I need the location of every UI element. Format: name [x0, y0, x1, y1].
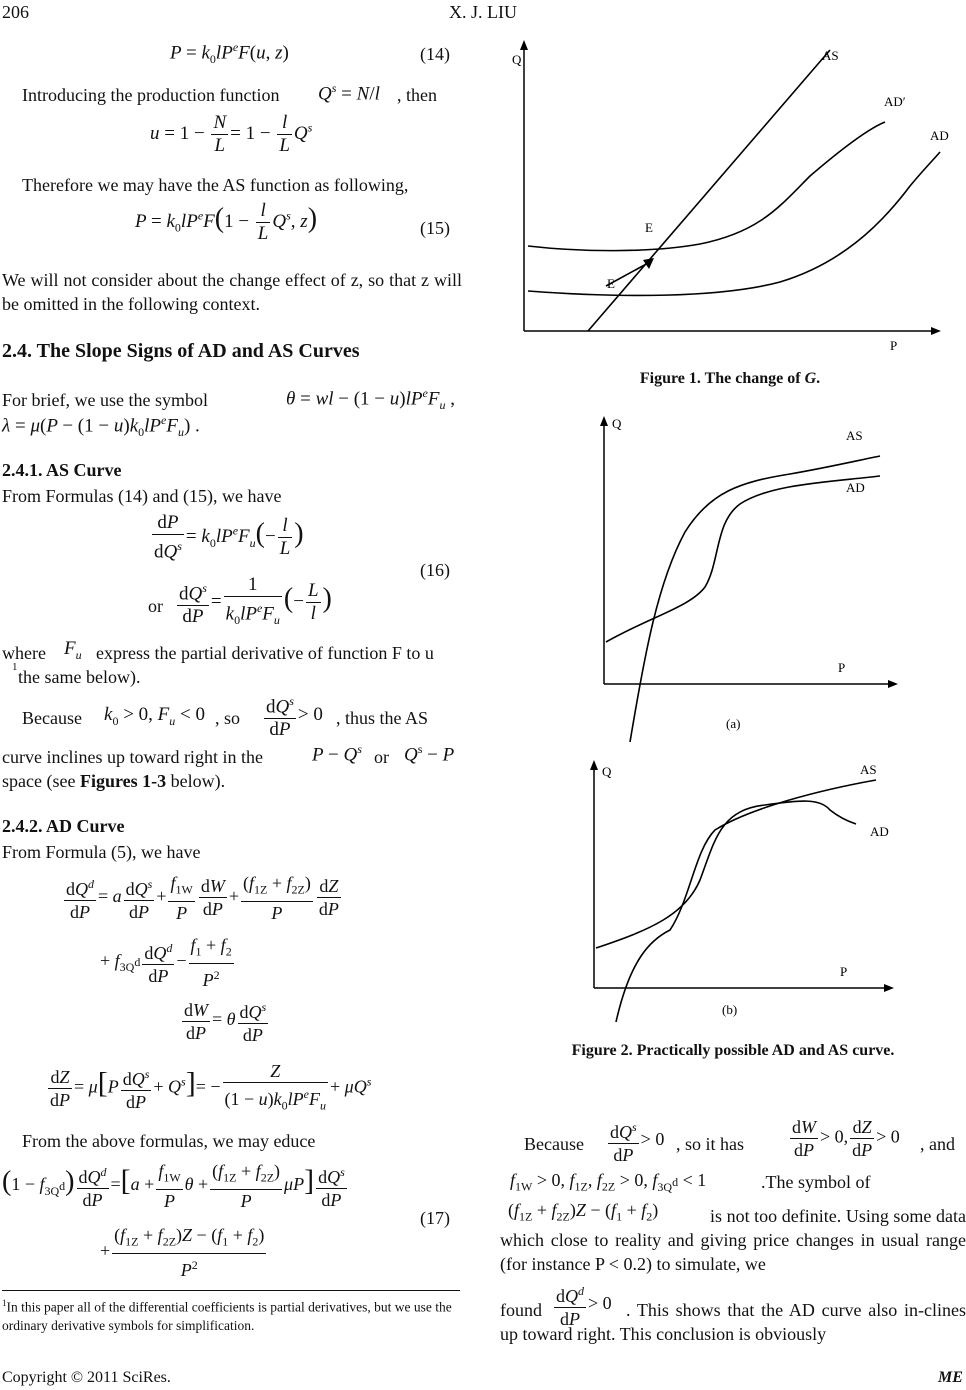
- found-label: found: [500, 1300, 542, 1320]
- fig2a-label-ad: AD: [846, 480, 865, 495]
- fig1-as-curve: [588, 50, 830, 331]
- fig2a-label-q: Q: [612, 416, 622, 431]
- fig2a-sublabel: (a): [726, 716, 741, 731]
- f-conditions: $f_{1W} > 0$, $f_{1Z}$, $f_{2Z} > 0$, $f_{3Q^d} < 1$: [510, 1170, 707, 1194]
- fig1-label-as: AS: [822, 48, 839, 63]
- equation-dz-dp: $\frac{dZ}{dP}$ = μ[P $\frac{dQ^s}{dP}$ + $Q^s]=$ − $\frac{Z}{(1 - u)k_0lP^eF_u}$ + $\mu Q^s$: [50, 1061, 372, 1113]
- equation-17-cont: + $\frac{(f_{1Z} + f_{2Z})Z - (f_1 + f_2)}{P^2}$: [100, 1225, 265, 1280]
- footer-copyright: Copyright © 2011 SciRes.: [2, 1369, 171, 1386]
- figure-1-caption: Figure 1. The change of G.: [639, 370, 821, 387]
- equation-17: $(1 - f_{3Q^d})$ $\frac{dQ^d}{dP}$ =[a + $\frac{f_{1W}}{P}$ θ + $\frac{(f_{1Z} + f_{2Z})}{P}$ μP] $\frac{dQ^s}{dP}$: [2, 1161, 345, 1211]
- intro-production: Introducing the production function: [22, 85, 280, 105]
- figure-2b: [590, 760, 910, 1024]
- or-label-2: or: [374, 747, 389, 767]
- fig2a-label-p: P: [838, 660, 846, 675]
- equation-14: $P = k_0lP^eF(u$, z): [170, 40, 289, 67]
- therefore-text: Therefore we may have the AS function as following,: [22, 175, 409, 195]
- fig2b-p-arrow: [884, 984, 894, 992]
- equation-16a: $\frac{dP}{dQ^s}$ = $k_0lP^eF_u(-$ $\frac{l}{L}$ ): [154, 512, 304, 563]
- because-label-left: Because: [22, 708, 82, 728]
- fig1-label-e-lower: E: [607, 276, 615, 291]
- figure-2-caption: Figure 2. Practically possible AD and AS curve.: [571, 1042, 895, 1059]
- equation-dqd-dp: $\frac{dQ^d}{dP}$ = a $\frac{dQ^s}{dP}$ + $\frac{f_{1W}}{P}$ $\frac{dW}{dP}$ + $\frac{(f_{1Z} + f_{2Z})}{P}$ $\frac{dZ}{dP}$: [66, 873, 339, 923]
- fig1-label-e-upper: E: [645, 220, 653, 235]
- so-label: , so: [215, 708, 241, 728]
- fig1-shift-arrowhead: [643, 258, 654, 269]
- fig2a-q-arrow: [600, 416, 608, 426]
- fig2b-label-as: AS: [860, 762, 877, 777]
- for-brief: For brief, we use the symbol: [2, 390, 208, 410]
- curve-inclines: curve inclines up toward right in the: [2, 747, 263, 767]
- equation-number-14: (14): [420, 44, 450, 64]
- section-title: 2.4. The Slope Signs of AD and AS Curves: [2, 340, 360, 362]
- fig2b-q-arrow: [590, 760, 598, 770]
- and-label: , and: [920, 1134, 955, 1154]
- fig2b-sublabel: (b): [722, 1002, 738, 1017]
- so-it-has: , so it has: [676, 1134, 745, 1154]
- fig1-p-arrow: [931, 327, 941, 335]
- fig2a-p-arrow: [888, 680, 898, 688]
- theta-definition: θ = wl − $(1 - u)lP^eF_u$ ,: [286, 386, 455, 413]
- fig2b-ad-curve: [596, 801, 856, 948]
- page-number: 206: [2, 2, 29, 22]
- fig1-label-q: Q: [512, 52, 522, 67]
- where-text: express the partial derivative of function F to u: [96, 643, 434, 663]
- thus-text: , thus the AS: [336, 708, 429, 728]
- from-14-15: From Formulas (14) and (15), we have: [2, 486, 282, 506]
- fig2a-as-curve: [630, 456, 880, 742]
- footnote: $^1$In this paper all of the differential coefficients is partial derivatives, but we use the ordinary derivative symbols for simplification.: [2, 1298, 452, 1333]
- lambda-definition: $\lambda = \mu(P - (1 - u)k_0lP^eF_u)$ .: [2, 413, 200, 440]
- symbol-of: .The symbol of: [761, 1172, 871, 1192]
- shows-text: . This shows that the AD curve also in-clines up toward right. This conclusion is obviously: [500, 1300, 966, 1344]
- fig1-q-arrow: [520, 40, 528, 50]
- fig2a-label-as: AS: [846, 428, 863, 443]
- footnote-ref: 1: [12, 661, 18, 673]
- dw-dz-positive: $\frac{dW}{dP}$ > 0, $\frac{dZ}{dP}$ > 0: [792, 1117, 900, 1160]
- z-note: We will not consider about the change effect of z, so that z will be omitted in the following context.: [2, 270, 462, 314]
- equation-u: u = 1 − $\frac{N}{L}$ = 1 − $\frac{l}{L}$ $Q^s$: [150, 112, 313, 156]
- fig1-ad-prime-curve: [528, 122, 885, 251]
- f-expression: $(f_{1Z} + f_{2Z})Z - (f_1 + f_2)$: [508, 1200, 659, 1224]
- running-title: X. J. LIU: [449, 2, 517, 22]
- from-formula-5: From Formula (5), we have: [2, 842, 201, 862]
- fig2b-label-q: Q: [602, 764, 612, 779]
- fig2a-ad-curve: [606, 476, 880, 642]
- equation-number-17: (17): [420, 1208, 450, 1228]
- subsection-ad-curve: 2.4.2. AD Curve: [2, 816, 125, 836]
- where-rest: the same below).: [18, 667, 141, 687]
- equation-dw-dp: $\frac{dW}{dP}$ = θ $\frac{dQ^s}{dP}$: [180, 996, 270, 1046]
- fig2b-label-p: P: [840, 964, 848, 979]
- figure-2a: [590, 412, 910, 742]
- dqs-dp-positive-right: $\frac{dQ^s}{dP}$ > 0: [606, 1116, 664, 1166]
- dqs-dp-positive: $\frac{dQ^s}{dP}$ > 0: [262, 690, 323, 741]
- intro-then: , then: [397, 85, 437, 105]
- equation-15: $P = k_0lP^eF(1$ − $\frac{l}{L}$ $Q^s$, z): [135, 200, 318, 244]
- footnote-rule: [2, 1290, 460, 1291]
- space-see: space (see Figures 1-3 below).: [2, 771, 226, 791]
- figure-1: [500, 36, 960, 366]
- because-label-right: Because: [524, 1134, 584, 1154]
- k0-fu-condition: $k_0 > 0$, $F_u < 0$: [104, 704, 205, 728]
- equation-number-16: (16): [420, 560, 450, 580]
- from-above: From the above formulas, we may educe: [22, 1131, 316, 1151]
- where-label: where: [2, 643, 46, 663]
- fu-symbol: $F_u$: [64, 638, 82, 662]
- p-q-space: $P - Q^s$: [312, 742, 362, 766]
- equation-number-15: (15): [420, 218, 450, 238]
- or-label: or: [148, 596, 163, 616]
- fig1-label-ad: AD: [930, 128, 949, 143]
- footer-journal: ME: [938, 1369, 963, 1386]
- q-p-space: $Q^s - P$: [404, 742, 455, 766]
- equation-dqd-dp-cont: + $f_{3Q^d}$ $\frac{dQ^d}{dP}$ − $\frac{f_1 + f_2}{P^2}$: [100, 935, 232, 990]
- fig2b-label-ad: AD: [870, 824, 889, 839]
- subsection-as-curve: 2.4.1. AS Curve: [2, 460, 122, 480]
- dqd-dp-positive: $\frac{dQ^d}{dP}$ > 0: [552, 1280, 612, 1330]
- fig1-label-ad-prime: AD′: [884, 94, 906, 109]
- equation-16b: $\frac{dQ^s}{dP}$ = $\frac{1}{k_0lP^eF_u}$ (− $\frac{L}{l}$ ): [179, 574, 332, 628]
- fig1-ad-curve: [528, 152, 940, 295]
- production-function: $Q^s = N/l$: [318, 81, 380, 105]
- fig1-label-p: P: [890, 338, 898, 353]
- not-definite-text: is not too definite. Using some data which close to reality and giving price changes in usual range (for instance P < 0.2) to simulate, we: [500, 1206, 966, 1274]
- fig2b-as-curve: [616, 780, 876, 1022]
